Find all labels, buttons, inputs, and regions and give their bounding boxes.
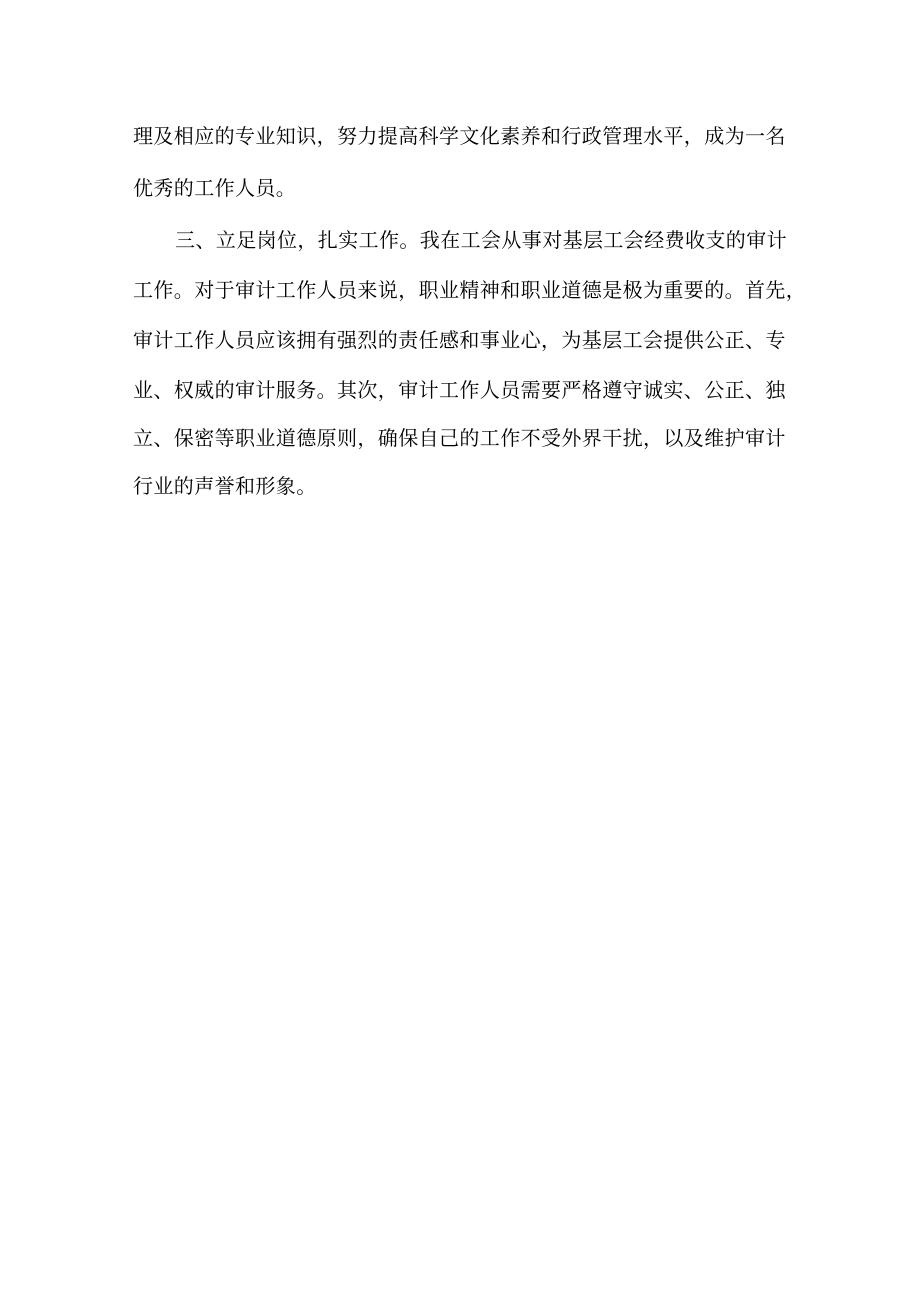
paragraph-line: 优秀的工作人员。: [133, 176, 297, 200]
paragraph-line: 三、立足岗位，扎实工作。我在工会从事对基层工会经费收支的审计: [175, 228, 787, 252]
paragraph-line: 立、保密等职业道德原则，确保自己的工作不受外界干扰，以及维护审计: [133, 426, 786, 450]
paragraph-line: 审计工作人员应该拥有强烈的责任感和事业心，为基层工会提供公正、专: [133, 328, 786, 352]
paragraph-line: 工作。对于审计工作人员来说，职业精神和职业道德是极为重要的。首先，: [133, 278, 807, 302]
paragraph-line: 业、权威的审计服务。其次，审计工作人员需要严格遵守诚实、公正、独: [133, 378, 786, 402]
paragraph-line: 行业的声誉和形象。: [133, 474, 317, 498]
paragraph-line: 理及相应的专业知识，努力提高科学文化素养和行政管理水平，成为一名: [133, 124, 786, 148]
